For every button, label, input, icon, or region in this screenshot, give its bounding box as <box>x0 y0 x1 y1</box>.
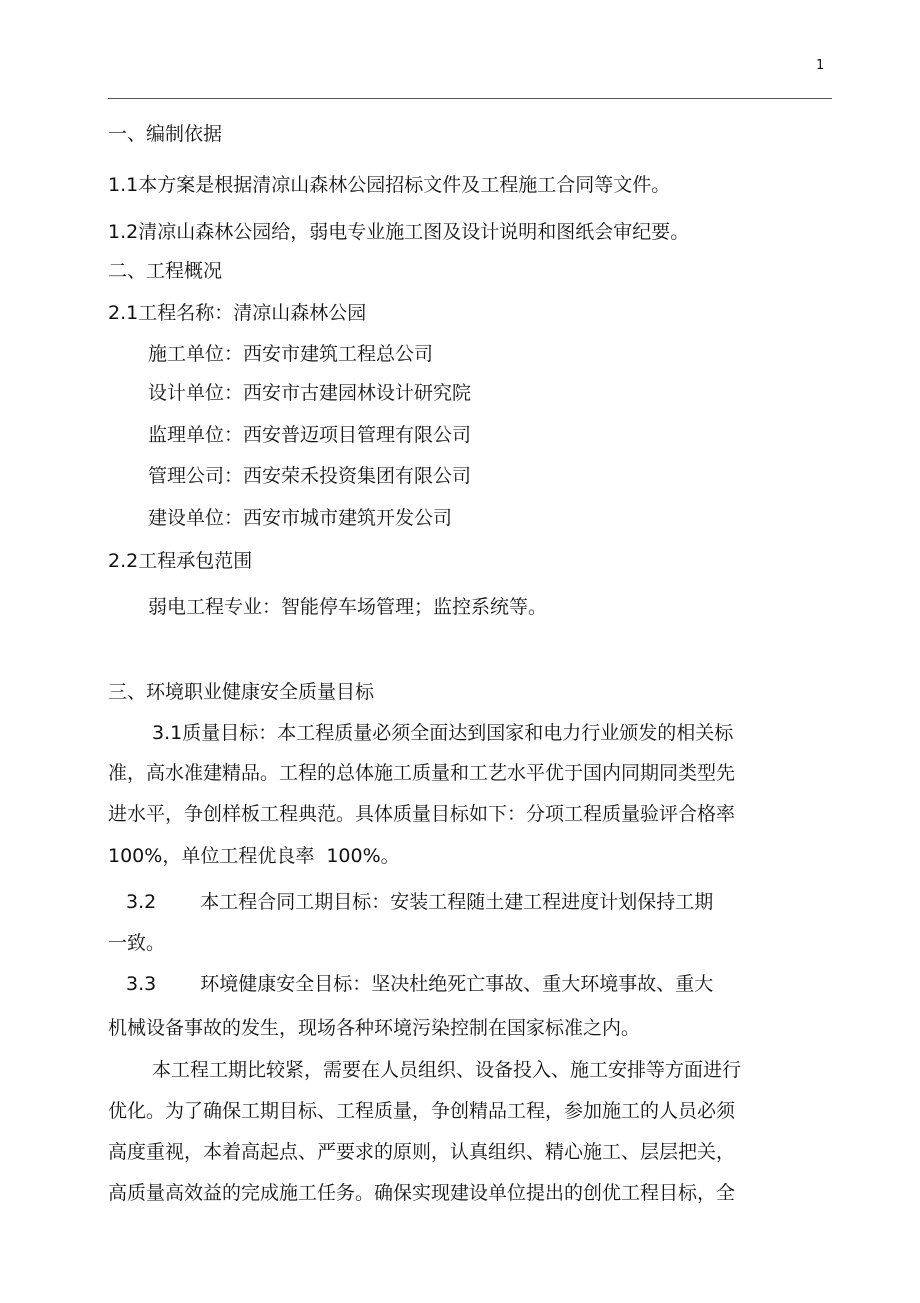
paragraph-3-1-line-3: 进水平，争创样板工程典范。具体质量目标如下：分项工程质量验评合格率 <box>108 803 736 825</box>
paragraph-2-2: 2.2工程承包范围 <box>108 550 253 572</box>
paragraph-3-1-line-4-text: 100%，单位工程优良率 <box>108 845 315 867</box>
paragraph-3-3-line-1 <box>126 971 713 997</box>
paragraph-3-2-line-2: 一致。 <box>108 932 166 954</box>
paragraph-3-4-line-3: 高度重视，本着高起点、严要求的原则，认真组织、精心施工、层层把关， <box>108 1141 736 1163</box>
paragraph-3-3-number: 3.3 <box>126 973 157 995</box>
paragraph-1-2: 1.2清凉山森林公园给，弱电专业施工图及设计说明和图纸会审纪要。 <box>108 221 690 243</box>
paragraph-3-4-line-2: 优化。为了确保工期目标、工程质量，争创精品工程，参加施工的人员必须 <box>108 1100 736 1122</box>
page-number: 1 <box>816 58 825 73</box>
unit-owner: 建设单位：西安市城市建筑开发公司 <box>148 507 453 529</box>
paragraph-3-3-text: 环境健康安全目标：坚决杜绝死亡事故、重大环境事故、重大 <box>200 973 714 995</box>
paragraph-3-2-text: 本工程合同工期目标：安装工程随土建工程进度计划保持工期 <box>200 891 714 913</box>
paragraph-3-1-line-1: 3.1质量目标：本工程质量必须全面达到国家和电力行业颁发的相关标 <box>152 722 734 744</box>
paragraph-2-1: 2.1工程名称：清凉山森林公园 <box>108 302 367 324</box>
section-heading-2: 二、工程概况 <box>108 260 223 282</box>
paragraph-3-2-number: 3.2 <box>126 891 157 913</box>
section-heading-3: 三、环境职业健康安全质量目标 <box>108 681 375 703</box>
paragraph-3-1-line-4 <box>108 843 400 869</box>
unit-construction: 施工单位：西安市建筑工程总公司 <box>148 343 434 365</box>
paragraph-1-1: 1.1本方案是根据清凉山森林公园招标文件及工程施工合同等文件。 <box>108 174 671 196</box>
paragraph-3-2-line-1 <box>126 889 713 915</box>
unit-design: 设计单位：西安市古建园林设计研究院 <box>148 382 472 404</box>
paragraph-3-1-tail: 100%。 <box>326 845 400 867</box>
paragraph-3-4-line-1: 本工程工期比较紧，需要在人员组织、设备投入、施工安排等方面进行 <box>152 1059 742 1081</box>
paragraph-3-1-line-2: 准，高水准建精品。工程的总体施工质量和工艺水平优于国内同期同类型先 <box>108 762 736 784</box>
paragraph-3-4-line-4: 高质量高效益的完成施工任务。确保实现建设单位提出的创优工程目标，全 <box>108 1182 736 1204</box>
unit-supervision: 监理单位：西安普迈项目管理有限公司 <box>148 424 472 446</box>
section-heading-1: 一、编制依据 <box>108 123 223 145</box>
paragraph-3-3-line-2: 机械设备事故的发生，现场各种环境污染控制在国家标准之内。 <box>108 1017 641 1039</box>
contract-scope: 弱电工程专业：智能停车场管理；监控系统等。 <box>148 596 548 618</box>
unit-management: 管理公司：西安荣禾投资集团有限公司 <box>148 465 472 487</box>
header-rule <box>108 98 832 99</box>
